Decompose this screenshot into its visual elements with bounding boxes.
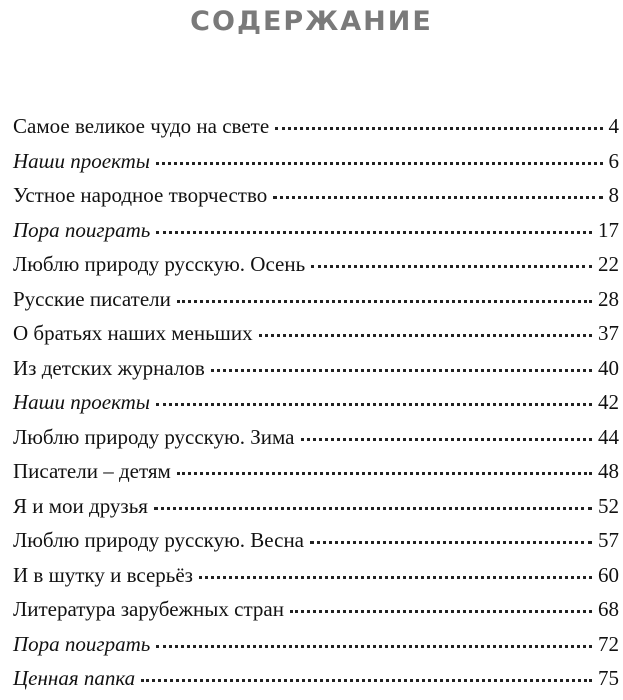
toc-entry[interactable] [13,144,619,179]
toc-entry-title: Люблю природу русскую. Зима [13,424,295,449]
toc-entry-page-number: 75 [598,666,619,690]
dot-leader [156,231,592,234]
toc-entry-page-number: 68 [598,597,619,621]
dot-leader [310,541,592,544]
toc-entry-page-number: 57 [598,528,619,552]
toc-entry-title: Я и мои друзья [13,493,148,518]
toc-entry-page-number: 22 [598,252,619,276]
toc-entry-page-number: 72 [598,631,619,656]
toc-entry[interactable] [13,661,619,696]
toc-entry[interactable] [13,523,619,558]
toc-entry[interactable] [13,385,619,420]
toc-entry[interactable] [13,558,619,593]
dot-leader [259,334,592,337]
dot-leader [199,576,592,579]
dot-leader [156,645,592,648]
toc-entry-title: Наши проекты [13,390,151,414]
toc-entry-page-number: 8 [608,183,619,207]
dot-leader [273,196,602,199]
dot-leader [154,507,592,510]
toc-entry-title: Люблю природу русскую. Весна [13,528,305,552]
toc-entry-title: Устное народное творчество [13,183,268,207]
dot-leader [141,679,592,682]
toc-entry[interactable] [13,351,619,386]
toc-entry[interactable] [13,213,619,248]
toc-entry[interactable] [13,178,619,213]
toc-entry-title: Писатели – детям [13,459,171,483]
toc-entry-page-number: 37 [598,321,619,345]
toc-entry[interactable] [13,489,619,524]
toc-entry[interactable] [13,454,619,489]
dot-leader [156,162,602,165]
dot-leader [301,438,592,441]
toc-entry-title: Пора поиграть [13,217,151,242]
toc-entry[interactable] [13,316,619,351]
dot-leader [311,265,592,268]
table-of-contents [13,109,619,696]
toc-entry-title: И в шутку и всерьёз [13,562,193,587]
toc-entry[interactable] [13,109,619,144]
dot-leader [211,369,592,372]
dot-leader [156,403,592,406]
toc-entry-page-number: 4 [608,114,619,138]
toc-entry[interactable] [13,420,619,455]
dot-leader [177,472,592,475]
page-title: СОДЕРЖАНИЕ [190,6,433,37]
toc-entry-page-number: 48 [598,459,619,483]
toc-entry-title: Русские писатели [13,286,171,311]
toc-entry[interactable] [13,627,619,662]
toc-entry[interactable] [13,282,619,317]
toc-entry-title: Ценная папка [13,666,136,690]
toc-entry-page-number: 60 [598,562,619,587]
toc-entry-page-number: 42 [598,390,619,414]
toc-entry-title: Люблю природу русскую. Осень [13,252,306,276]
dot-leader [290,610,592,613]
toc-entry-title: О братьях наших меньших [13,321,253,345]
toc-entry[interactable] [13,592,619,627]
toc-entry-page-number: 17 [598,217,619,242]
toc-entry-page-number: 52 [598,493,619,518]
toc-entry-title: Пора поиграть [13,631,151,656]
dot-leader [275,127,602,130]
toc-entry-title: Литература зарубежных стран [13,597,284,621]
toc-entry-page-number: 40 [598,355,619,380]
toc-entry-title: Из детских журналов [13,355,205,380]
toc-entry-page-number: 44 [598,424,619,449]
toc-entry-page-number: 28 [598,286,619,311]
toc-entry-page-number: 6 [608,148,619,173]
toc-entry-title: Наши проекты [13,148,151,173]
toc-entry-title: Самое великое чудо на свете [13,114,270,138]
dot-leader [177,300,592,303]
toc-entry[interactable] [13,247,619,282]
